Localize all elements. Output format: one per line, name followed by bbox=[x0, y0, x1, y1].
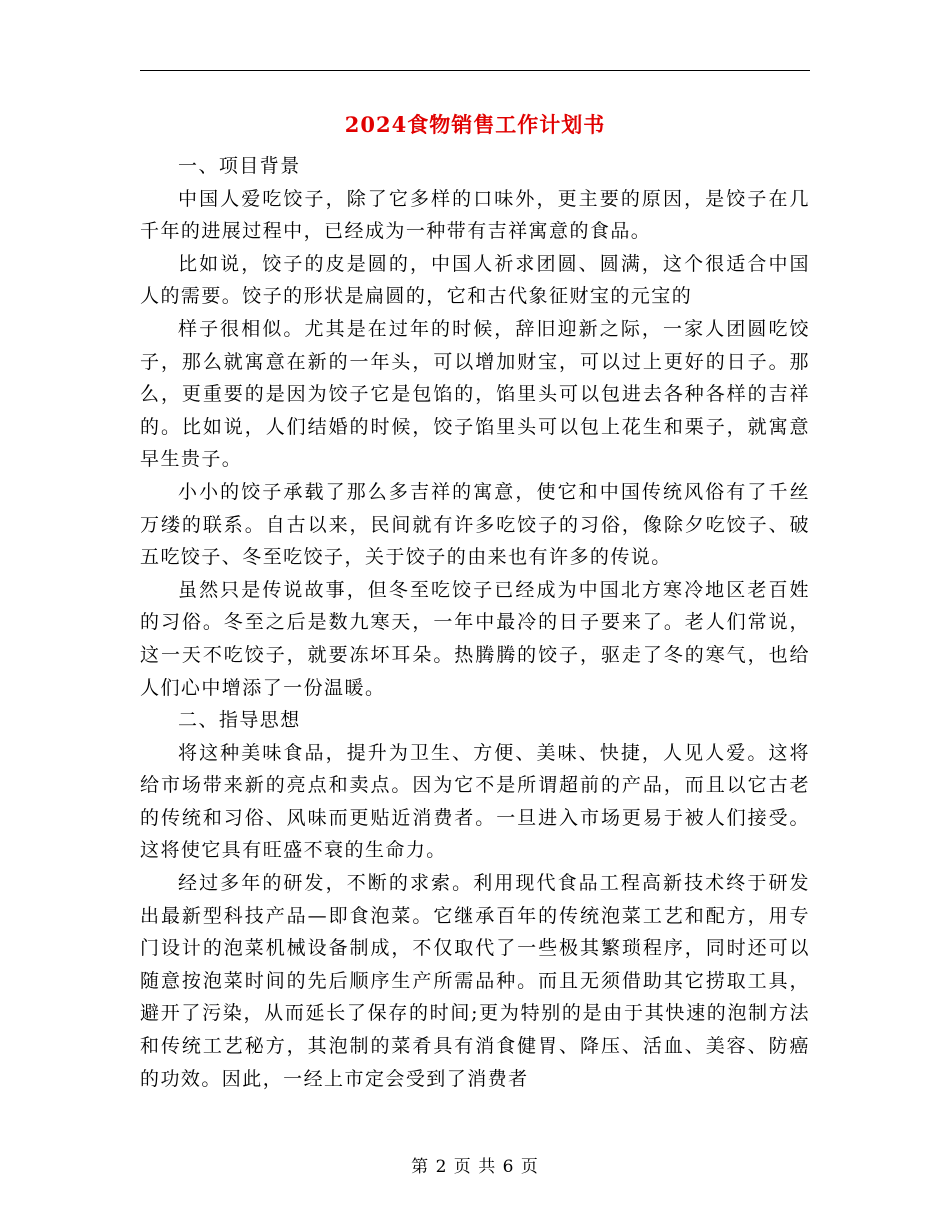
paragraph: 虽然只是传说故事，但冬至吃饺子已经成为中国北方寒冷地区老百姓的习俗。冬至之后是数九寒天，一年中最冷的日子要来了。老人们常说，这一天不吃饺子，就要冻坏耳朵。热腾腾的饺子，驱走了冬的寒气，也给人们心中增添了一份温暖。 bbox=[140, 578, 810, 699]
document-body bbox=[140, 150, 810, 1095]
paragraph: 样子很相似。尤其是在过年的时候，辞旧迎新之际，一家人团圆吃饺子，那么就寓意在新的一年头，可以增加财宝，可以过上更好的日子。那么，更重要的是因为饺子它是包馅的，馅里头可以包进去各种各样的吉祥的。比如说，人们结婚的时候，饺子馅里头可以包上花生和栗子，就寓意早生贵子。 bbox=[140, 317, 810, 471]
paragraph: 小小的饺子承载了那么多吉祥的寓意，使它和中国传统风俗有了千丝万缕的联系。自古以来，民间就有许多吃饺子的习俗，像除夕吃饺子、破五吃饺子、冬至吃饺子，关于饺子的由来也有许多的传说。 bbox=[140, 480, 810, 569]
page-number-footer: 第 2 页 共 6 页 bbox=[411, 1157, 539, 1177]
paragraph: 将这种美味食品，提升为卫生、方便、美味、快捷，人见人爱。这将给市场带来新的亮点和卖点。因为它不是所谓超前的产品，而且以它古老的传统和习俗、风味而更贴近消费者。一旦进入市场更易于被人们接受。这将使它具有旺盛不衰的生命力。 bbox=[140, 741, 810, 862]
section-heading-background: 一、项目背景 bbox=[178, 155, 301, 177]
paragraph: 比如说，饺子的皮是圆的，中国人祈求团圆、圆满，这个很适合中国人的需要。饺子的形状是扁圆的，它和古代象征财宝的元宝的 bbox=[140, 252, 810, 308]
paragraph: 经过多年的研发，不断的求索。利用现代食品工程高新技术终于研发出最新型科技产品—即食泡菜。它继承百年的传统泡菜工艺和配方，用专门设计的泡菜机械设备制成，不仅取代了一些极其繁琐程序，同时还可以随意按泡菜时间的先后顺序生产所需品种。而且无须借助其它捞取工具，避开了污染，从而延长了保存的时间;更为特别的是由于其快速的泡制方法和传统工艺秘方，其泡制的菜肴具有消食健胃、降压、活血、美容、防癌的功效。因此，一经上市定会受到了消费者 bbox=[140, 872, 810, 1090]
header-rule bbox=[140, 70, 810, 71]
document-title: 2024食物销售工作计划书 bbox=[344, 112, 606, 137]
section-heading-guiding-thought: 二、指导思想 bbox=[178, 709, 301, 732]
paragraph: 中国人爱吃饺子，除了它多样的口味外，更主要的原因，是饺子在几千年的进展过程中，已经成为一种带有吉祥寓意的食品。 bbox=[140, 187, 810, 243]
